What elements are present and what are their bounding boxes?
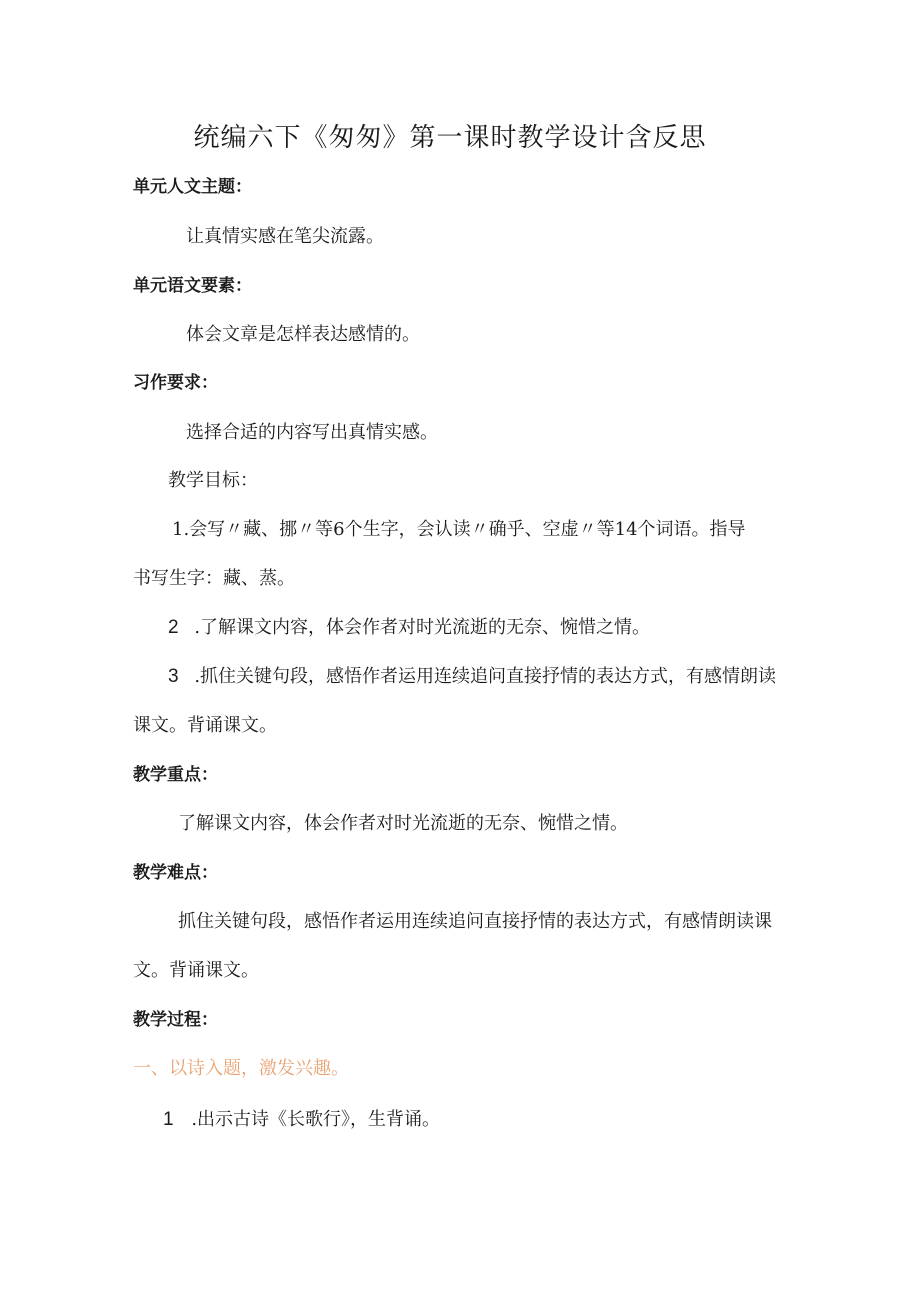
step-1-item-text: .出示古诗《长歌行》，生背诵。 — [191, 1109, 441, 1130]
document-title: 统编六下《匆匆》第一课时教学设计含反思 — [193, 123, 707, 153]
difficulty-heading: 教学难点： — [133, 863, 218, 883]
writing-heading: 习作要求： — [133, 373, 218, 393]
goals-label: 教学目标： — [168, 470, 258, 491]
step-1-title: 一、以诗入题，激发兴趣。 — [133, 1058, 349, 1079]
goal-3-number: 3 — [168, 666, 179, 687]
goal-3-line-1 — [168, 662, 776, 692]
key-points-heading: 教学重点： — [133, 765, 218, 785]
goal-2-text: .了解课文内容，体会作者对时光流逝的无奈、惋惜之情。 — [194, 617, 651, 638]
theme-heading: 单元人文主题： — [133, 177, 252, 197]
difficulty-line-1: 抓住关键句段，感悟作者运用连续追问直接抒情的表达方式，有感情朗读课 — [178, 911, 772, 932]
goal-1-line-1: 1.会写〃藏、挪〃等6个生字，会认读〃确乎、空虚〃等14个词语。指导 — [172, 519, 746, 540]
goal-3-text: .抓住关键句段，感悟作者运用连续追问直接抒情的表达方式，有感情朗读 — [194, 666, 777, 687]
goal-2-number: 2 — [168, 617, 179, 638]
goal-1-line-2: 书写生字：藏、蒸。 — [133, 568, 295, 589]
goal-3-line-2: 课文。背诵课文。 — [133, 715, 277, 736]
difficulty-line-2: 文。背诵课文。 — [133, 960, 259, 981]
goal-2 — [168, 613, 650, 643]
element-heading: 单元语文要素： — [133, 276, 252, 296]
key-points-text: 了解课文内容，体会作者对时光流逝的无奈、惋惜之情。 — [178, 813, 628, 834]
process-heading: 教学过程： — [133, 1010, 218, 1030]
theme-text: 让真情实感在笔尖流露。 — [186, 226, 384, 247]
step-1-item — [163, 1105, 440, 1135]
writing-text: 选择合适的内容写出真情实感。 — [186, 422, 438, 443]
element-text: 体会文章是怎样表达感情的。 — [186, 324, 420, 345]
step-1-item-number: 1 — [163, 1109, 174, 1130]
